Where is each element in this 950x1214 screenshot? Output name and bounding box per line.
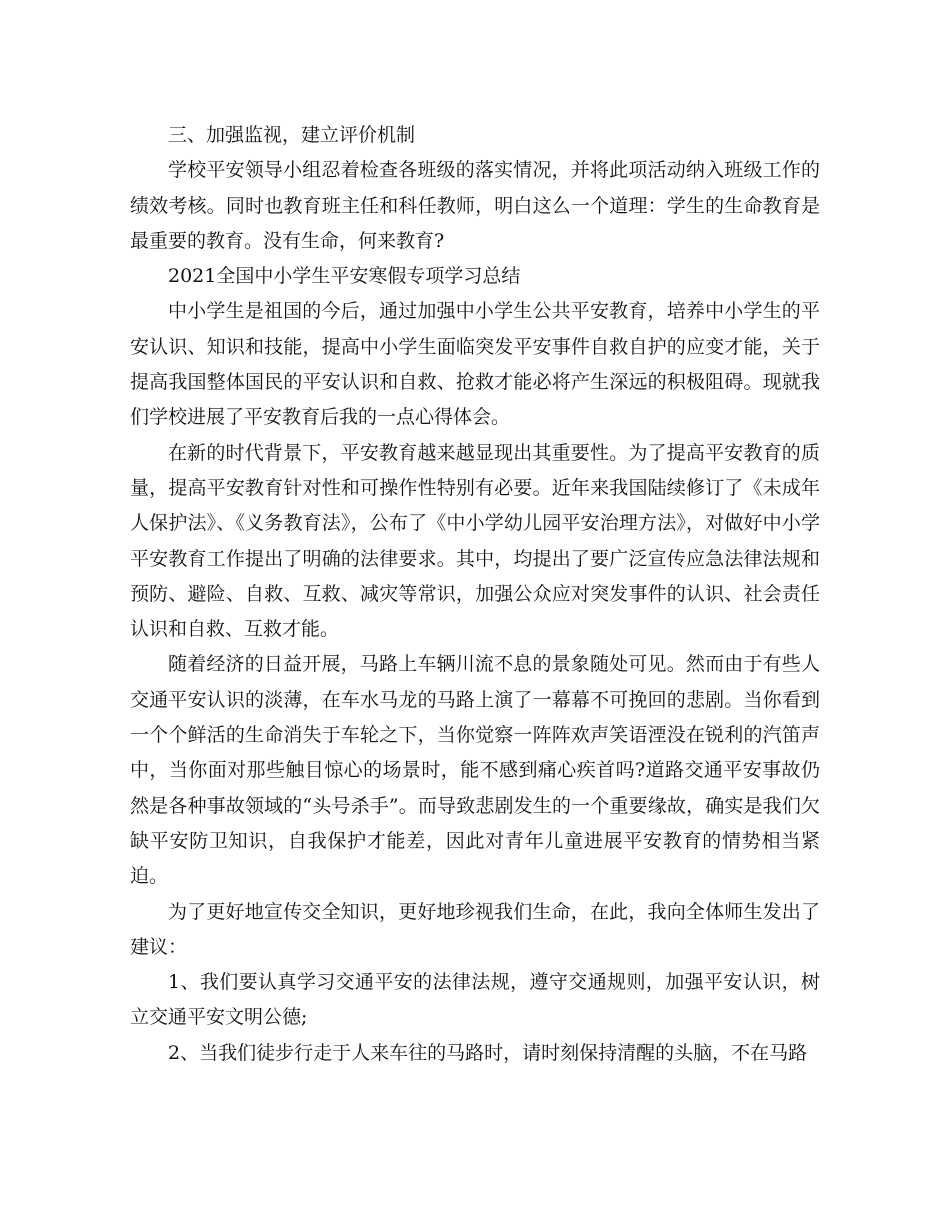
paragraph-traffic: 随着经济的日益开展，马路上车辆川流不息的景象随处可见。然而由于有些人交通平安认识的淡薄，在车水马龙的马路上演了一幕幕不可挽回的悲剧。当你看到一个个鲜活的生命消失于车轮之下，当你觉察一阵阵欢声笑语湮没在锐利的汽笛声中，当你面对那些触目惊心的场景时，能不感到痛心疾首吗?道路交通平安事故仍然是各种事故领域的“头号杀手”。而导致悲剧发生的一个重要缘故，确实是我们欠缺平安防卫知识，自我保护才能差，因此对青年儿童进展平安教育的情势相当紧迫。	[130, 653, 820, 888]
paragraph-intro: 中小学生是祖国的今后，通过加强中小学生公共平安教育，培养中小学生的平安认识、知识和技能，提高中小学生面临突发平安事件自救自护的应变才能，关于提高我国整体国民的平安认识和自救、抢救才能必将产生深远的积极阻碍。现就我们学校进展了平安教育后我的一点心得体会。	[130, 300, 820, 429]
section-heading: 三、加强监视，建立评价机制	[168, 124, 416, 146]
paragraph-proposal: 为了更好地宣传交全知识，更好地珍视我们生命，在此，我向全体师生发出了建议：	[130, 900, 820, 958]
document-body	[130, 118, 820, 1071]
paragraph-background: 在新的时代背景下，平安教育越来越显现出其重要性。为了提高平安教育的质量，提高平安教育针对性和可操作性特别有必要。近年来我国陆续修订了《未成年人保护法》、《义务教育法》，公布了《中小学幼儿园平安治理方法》，对做好中小学平安教育工作提出了明确的法律要求。其中，均提出了要广泛宣传应急法律法规和预防、避险、自救、互救、减灾等常识，加强公众应对突发事件的认识、社会责任认识和自救、互救才能。	[130, 441, 820, 641]
list-item-2: 2、当我们徒步行走于人来车往的马路时，请时刻保持清醒的头脑，不在马路	[168, 1041, 808, 1064]
document-title: 2021全国中小学生平安寒假专项学习总结	[168, 265, 521, 288]
paragraph-supervision: 学校平安领导小组忍着检查各班级的落实情况，并将此项活动纳入班级工作的绩效考核。同时也教育班主任和科任教师，明白这么一个道理：学生的生命教育是最重要的教育。没有生命，何来教育?	[130, 159, 820, 252]
list-item-1: 1、我们要认真学习交通平安的法律法规，遵守交通规则，加强平安认识，树立交通平安文明公德;	[130, 971, 820, 1029]
